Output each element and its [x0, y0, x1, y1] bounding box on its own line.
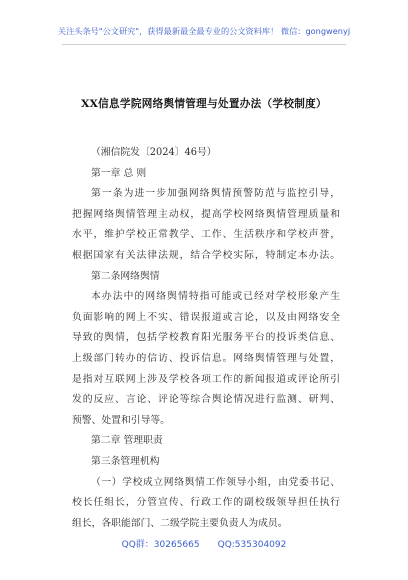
- paragraph-line: 校长任组长，分管宣传、行政工作的副校级领导担任执行: [72, 497, 340, 509]
- paragraph-line: 第一条为进一步加强网络舆情预警防范与监控引导，: [91, 188, 340, 200]
- article-heading: 第二条网络舆情: [91, 270, 160, 282]
- header-notice: 关注头条号"公文研究"，获得最新最全最专业的公文资料库！ 微信：gongwenyj: [57, 26, 351, 36]
- paragraph-line: 把握网络舆情管理主动权，提高学校网络舆情管理质量和: [72, 208, 340, 220]
- paragraph-line: 发的反应、言论、评论等综合舆论情况进行监测、研判、: [72, 394, 340, 406]
- document-number: （湘信院发〔2024〕46号）: [91, 147, 217, 158]
- chapter-heading: 第二章 管理职责: [91, 435, 163, 447]
- paragraph-line: 负面影响的网上不实、错误报道或言论，以及由网络安全: [72, 311, 340, 323]
- paragraph-line: （一）学校成立网络舆情工作领导小组，由党委书记、: [91, 476, 340, 488]
- paragraph-line: 是指对互联网上涉及学校各项工作的新闻报道或评论所引: [72, 373, 340, 385]
- document-body: [72, 143, 340, 534]
- paragraph-line: 根据国家有关法律法规，结合学校实际，特制定本办法。: [72, 249, 340, 261]
- footer-contact: [0, 537, 408, 550]
- paragraph-line: 组长，各职能部门、二级学院主要负责人为成员。: [72, 517, 288, 529]
- paragraph-line: 预警、处置和引导等。: [72, 414, 170, 426]
- footer-qq: QQ:535304092: [217, 540, 287, 550]
- paragraph-line: 水平，维护学校正常教学、工作、生活秩序和学校声誉，: [72, 229, 340, 241]
- chapter-heading: 第一章 总 则: [91, 167, 147, 179]
- paragraph-line: 导致的舆情，包括学校教育阳光服务平台的投诉类信息、: [72, 332, 340, 344]
- footer-qq-group: QQ群：30265665: [121, 540, 200, 550]
- article-heading: 第三条管理机构: [91, 455, 160, 467]
- paragraph-line: 本办法中的网络舆情特指可能或已经对学校形象产生: [91, 291, 340, 303]
- paragraph-line: 上级部门转办的信访、投诉信息。网络舆情管理与处置，: [72, 352, 340, 364]
- document-title: XX信息学院网络舆情管理与处置办法（学校制度）: [81, 98, 327, 110]
- header-divider: [62, 44, 346, 45]
